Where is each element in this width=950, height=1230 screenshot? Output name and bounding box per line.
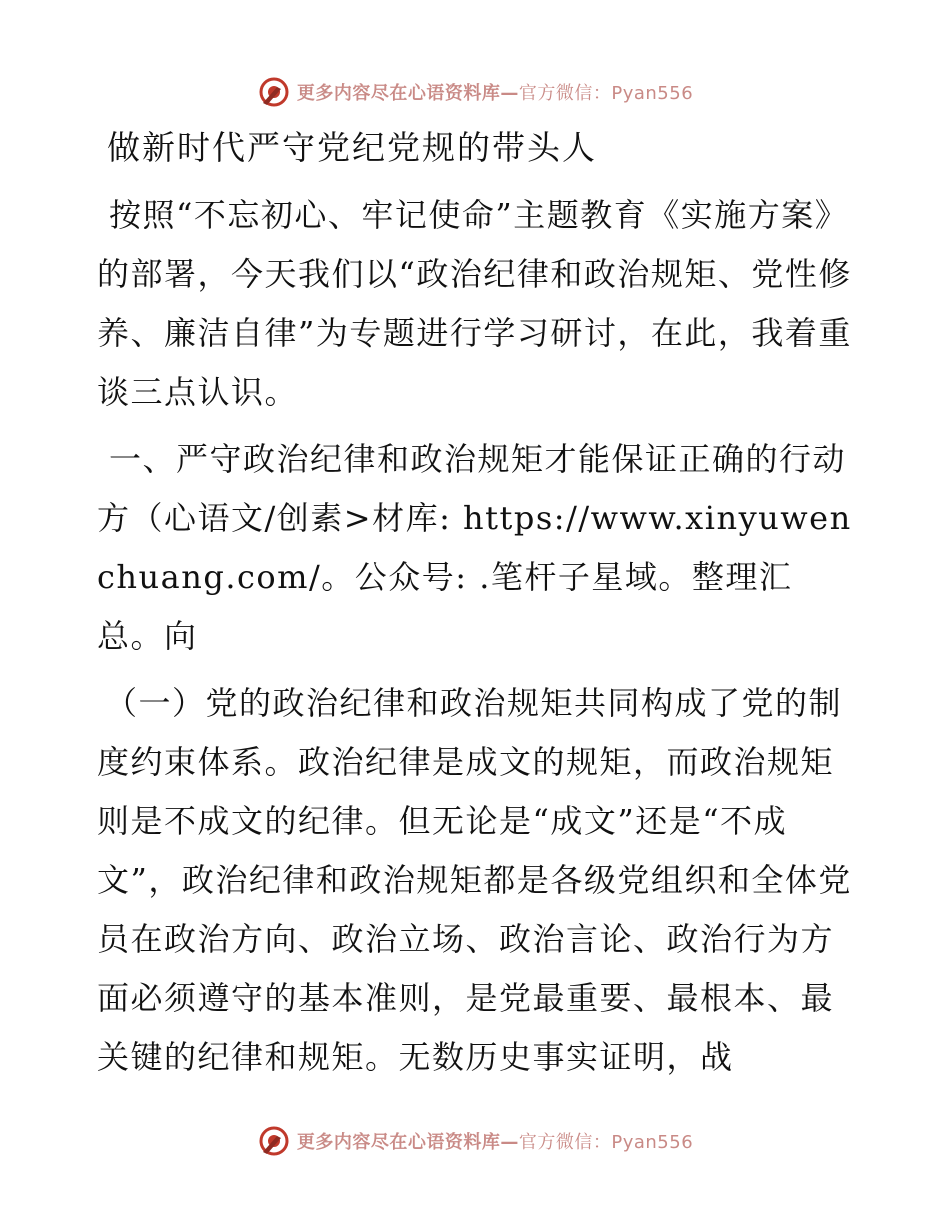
paragraph-section-one-heading: 一、严守政治纪律和政治规矩才能保证正确的行动方（心语文/创素>材库: https://www.xinyuwenchuang.com/。公众号: .笔杆子星域。整理汇总。向 bbox=[97, 440, 852, 655]
pen-logo-icon bbox=[257, 75, 291, 109]
paragraph-intro: 按照“不忘初心、牢记使命”主题教育《实施方案》的部署，今天我们以“政治纪律和政治规矩、党性修养、廉洁自律”为专题进行学习研讨，在此，我着重谈三点认识。 bbox=[97, 196, 852, 411]
banner-text bbox=[297, 79, 693, 105]
banner-separator: — bbox=[500, 1132, 519, 1153]
document-body bbox=[97, 118, 857, 1087]
footer-watermark-banner bbox=[0, 1121, 950, 1161]
banner-text bbox=[297, 1128, 693, 1154]
banner-separator: — bbox=[500, 83, 519, 104]
banner-contact-text: 官方微信：Pyan556 bbox=[518, 1132, 694, 1153]
banner-contact-text: 官方微信：Pyan556 bbox=[518, 83, 694, 104]
paragraph-subsection-one: （一）党的政治纪律和政治规矩共同构成了党的制度约束体系。政治纪律是成文的规矩，而政治规矩则是不成文的纪律。但无论是“成文”还是“不成文”，政治纪律和政治规矩都是各级党组织和全体党员在政治方向、政治立场、政治言论、政治行为方面必须遵守的基本准则，是党最重要、最根本、最关键的纪律和规矩。无数历史事实证明，战 bbox=[97, 684, 852, 1076]
banner-main-text: 更多内容尽在心语资料库 bbox=[296, 1132, 501, 1153]
banner-main-text: 更多内容尽在心语资料库 bbox=[296, 83, 501, 104]
header-watermark-banner bbox=[0, 72, 950, 112]
pen-logo-icon bbox=[257, 1124, 291, 1158]
document-title: 做新时代严守党纪党规的带头人 bbox=[107, 128, 597, 167]
